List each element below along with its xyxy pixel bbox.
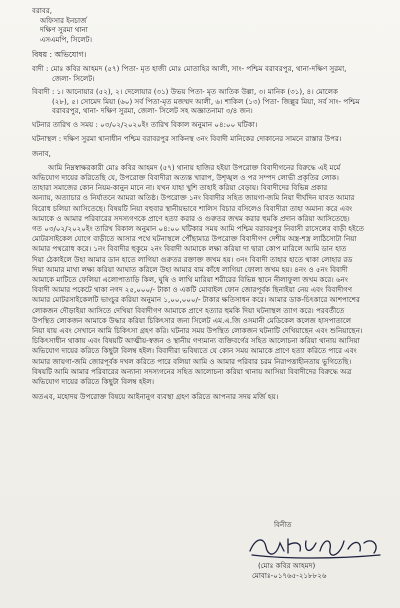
body-line: বিষয়টি আমি আমার পরিবারের অন্যান্য সদস্যগনের সহিত আলোচনা করিয়া থানায় আসিয়া বিবাদীদের বিরুদ্ধে অত্র	[32, 366, 352, 376]
salutation: জনাব,	[32, 149, 51, 159]
handwritten-signature	[246, 531, 386, 561]
body-line: লোকজন দৌড়াইয়া আসিতে দেখিয়া বিবাদীগণ আমাকে প্রাণে হত্যার হুমকি দিয়া ঘটনাস্থল ত্যাগ করে। পরবর্তীতে	[32, 305, 345, 315]
defendants-block	[32, 87, 390, 116]
body-line: অভিযোগ দায়ের করিতেছি যে, উপরোক্ত বিবাদীরা অত্যন্ত খারাপ, উশৃঙ্খল ও পর সম্পদ লোভী প্রকৃতির লোক।	[32, 172, 339, 182]
body-line: উপস্থিত লোকজন আমাকে উদ্ধার করিয়া চিকিৎসার জন্য সিলেট এম.এ.জি ওসমানী মেডিকেল কলেজ হাসপাতালে	[32, 315, 352, 325]
body-paragraph	[32, 163, 390, 387]
body-line: আমার পথরোধ করে। ১নং বিবাদীর হুকুমে ২নং বিবাদী আমাকে লক্ষ্য করিয়া দা দ্বারা কোপ মারিলে আমি ডান হাত	[32, 244, 347, 254]
body-line: আমাকে মাটিতে ফেলিয়া এলোপাতাড়ি কিল, ঘুষি ও লাথি মারিয়া শরীরের বিভিন্ন স্থানে নীলাফুলা জখম করে। ৬নং	[32, 274, 348, 284]
address-line: অফিসার ইনচার্জ	[40, 15, 87, 25]
body-line: চিকিৎসাধীন থাকায় এবং বিষয়টি আত্মীয়-স্বজন ও স্থানীয় গণ্যমান্য ব্যক্তিবর্গের সহিত আলোচনা করিয়া থানায় আসিয়া	[32, 336, 360, 346]
body-line: আমার জায়গা-জমি জোরপূর্বক দখল করিতে পারে বলিয়া আমি ও আমার পরিবার চরম নিরাপত্তাহীনতায় ভুগিতেছি।	[32, 356, 352, 366]
complainant-line: জেলা- সিলেট।	[52, 73, 95, 83]
body-line: বিবাদী আমার পকেটে থাকা নগদ ২৫,০০০/- টাকা ও একটি মোবাইল ফোন জোরপূর্বক ছিনাইয়া নেয় এবং বিবাদীগণ	[32, 285, 353, 295]
body-line: অন্যায়, অত্যাচার ও নির্যাতনে আমরা অতিষ্ঠ। উপরোক্ত ১নং বিবাদীর সহিত জায়গা-জমি নিয়া দীর্ঘদিন যাবত আমার	[32, 193, 355, 203]
valediction: বিনীত	[274, 520, 292, 529]
body-line: অভিযোগ দায়ের করিতে কিছুটা বিলম্ব হইল।	[32, 376, 155, 386]
subject-line: বিষয় : অভিযোগ।	[32, 50, 87, 60]
body-line: গত ০৩/০২/২০২০ইং তারিখ বিকাল অনুমান ০৪:০০ ঘটিকার সময় আমি পশ্চিম বরাবরপুর নিবাসী রাসেলের বাড়ী হইতে	[32, 223, 364, 233]
signature-block	[246, 520, 396, 581]
body-line: দিয়া ঠেকাইলে উহা আমার ডান হাতে লাগিয়া গুরুতর রক্তাক্ত জখম হয়। ৩নং বিবাদী তাহার হাতে থাকা লোহার রড	[32, 254, 353, 264]
body-line: নিয়া যায় এবং সেখানে আমি চিকিৎসা গ্রহণ করি। ঘটনার সময় উপস্থিত লোকজন ঘটনাটি দেখিয়াছেন এবং শুনিয়াছেন।	[32, 325, 363, 335]
body-line: অভিযোগ দায়ের করিতে কিছুটা বিলম্ব হইল। বিবাদীরা ভবিষ্যতে যে কোন সময় আমাকে প্রাণে হত্যা করিতে পারে এবং	[32, 346, 357, 356]
body-line: দিয়া আমার মাথা লক্ষ্য করিয়া আঘাত করিলে উহা আমার বাম কাঁধে লাগিয়া ফোলা জখম হয়। ৪নং ও ৫নং বিবাদী	[32, 264, 348, 274]
body-line: আমার মোটরসাইকেলটি ভাংচুর করিয়া অনুমান ১,০০,০০০/- টাকার ক্ষতিসাধন করে। আমার ডাক-চিৎকারে আশপাশের	[32, 295, 360, 305]
address-line: দক্ষিণ সুরমা থানা	[40, 25, 88, 35]
address-block	[32, 6, 390, 44]
body-line: আমি নিম্নস্বাক্ষরকারী মোঃ কবির আহমদ (৫৭) থানায় হাজির হইয়া উপরোক্ত বিবাদীগনের বিরুদ্ধে এই মর্মে	[48, 162, 341, 172]
complainant-block	[32, 64, 390, 83]
incident-time: ঘটনার তারিখ ও সময় : ০৩/০২/২০২০ইং তারিখ বিকাল অনুমান ০৪:০০ ঘটিকা।	[32, 119, 258, 129]
body-line: তাহারা সমাজের কোন নিয়ম-কানুন মানে না। যখন যাহা খুশি তাহাই করিয়া বেড়ায়। বিবাদীদের বিভিন্ন প্রকার	[32, 183, 328, 193]
signer-name: (মোঃ কবির আহমদ)	[258, 561, 316, 570]
incident-place: ঘটনাস্থল : দক্ষিণ সুরমা থানাধীন পশ্চিম বরাবরপুর সাকিনস্থ ৩নং বিবাদী মানিকের দোকানের সামনে রাস্তার উপর।	[32, 133, 342, 143]
body-line: মোটরসাইকেল যোগে বাড়ীতে আসার পথে ঘটনাস্থলে পৌঁছামাত্র উপরোক্ত বিবাদীগণ দেশীয় অস্ত্র-শস্ত্র লাঠিসোটা নিয়া	[32, 234, 357, 244]
defendant-line: (২৮), ৫। সোমেদ মিয়া (৬০) সর্ব পিতা-মৃত মজম্মদ আলী, ৬। শাকিল (১৩) পিতা- জিল্লুর মিয়া, সর্ব সাং- পশ্চিম	[52, 96, 360, 106]
address-line: বরাবর,	[32, 6, 53, 15]
body-line: বিরোধ চলিয়া আসিতেছে। বিষয়টি নিয়া বহুবার স্থানীয়ভাবে শালিস বিচার বসিলেও বিবাদীরা তাহা অমান্য করে এবং	[32, 203, 353, 213]
complainant-line: বাদী : মোঃ কবির আহমদ (৫৭) পিতা- মৃত হাজী মোঃ মোতাহির আলী, সাং- পশ্চিম বরাবরপুর, থানা-দক্ষিণ সুরমা,	[32, 63, 347, 73]
signer-mobile: মোবাঃ-০১৭৬৫-২১৮৮২৬	[252, 571, 327, 580]
defendant-line: বিবাদী : ১। আনোয়ার (৫২), ২। দেলোয়ার (৩১) উভয় পিতা- মৃত আতিক উল্লা, ৩। মানিক (৩১), ৪। মোলেক	[32, 87, 338, 97]
defendant-line: বরাবরপুর, থানা- দক্ষিণ সুরমা, জেলা- সিলেট সহ অজ্ঞাতনামা ৩/৪ জন।	[52, 106, 253, 116]
closing-line: অতএব, মহোদয় উপরোক্ত বিষয়ে আইনানুগ ব্যবস্থা গ্রহণ করিতে আপনার সদয় মর্জি হয়।	[32, 392, 279, 402]
body-line: আমাকে ও আমার পরিবারের সদস্যগণকে প্রাণে হত্যা করার ও গুরুতর জখম করার হুমকি প্রদান করিয়া আসিতেছে।	[32, 213, 350, 223]
address-line: এসএমপি, সিলেট।	[40, 34, 93, 44]
